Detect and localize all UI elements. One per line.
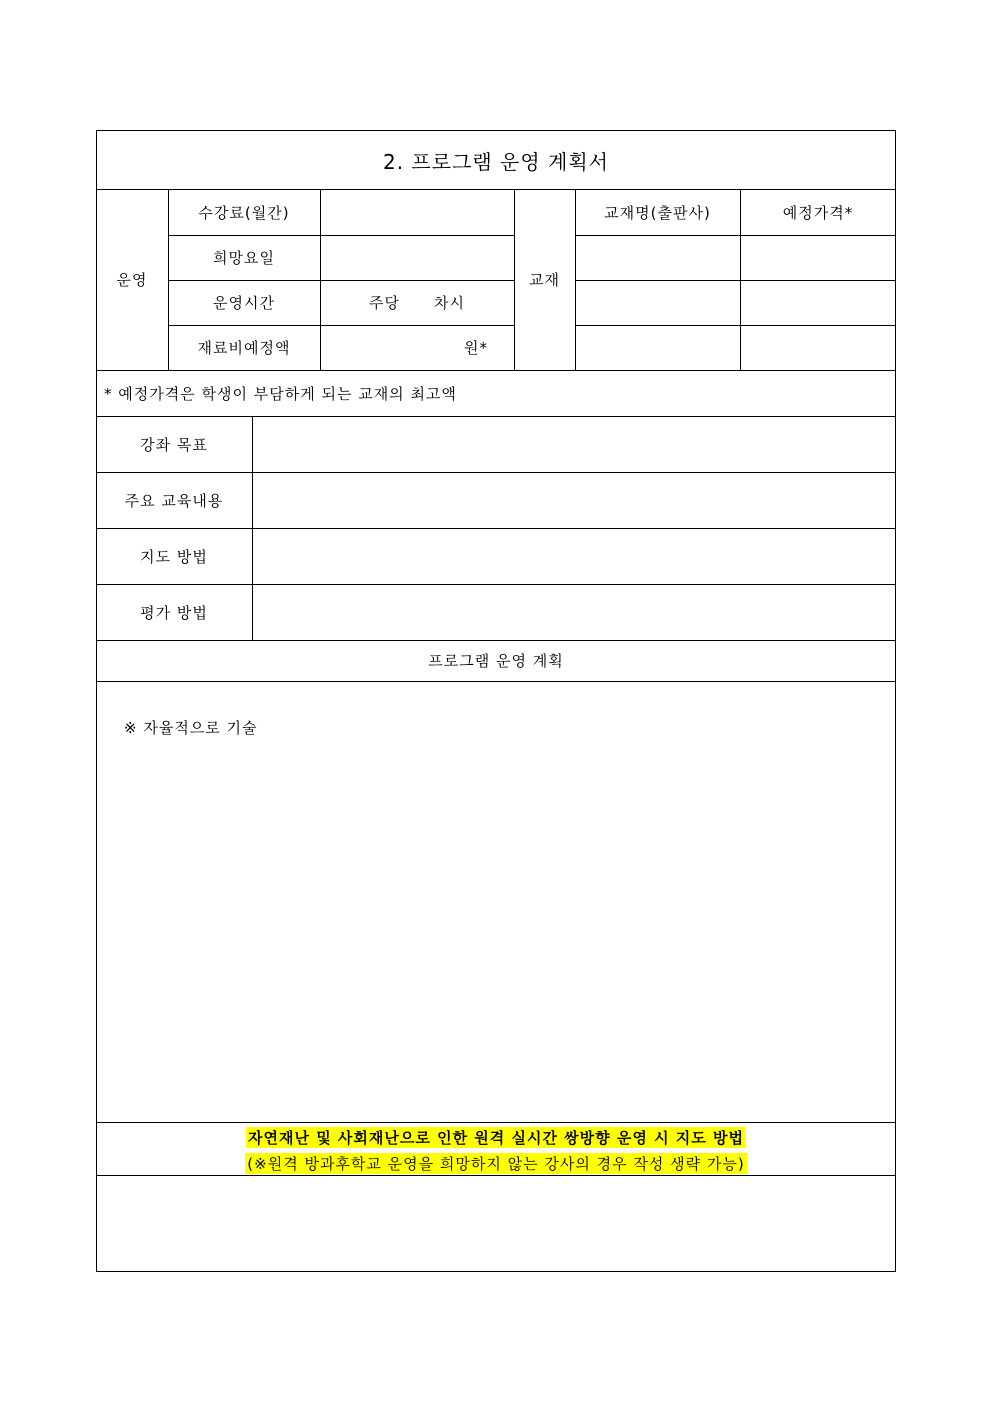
textbook-name-field[interactable]	[575, 280, 740, 325]
sessions-label: 차시	[434, 294, 465, 312]
tuition-field[interactable]	[320, 189, 514, 235]
program-plan-field[interactable]	[97, 682, 895, 1122]
operating-hours-field[interactable]	[320, 280, 514, 325]
program-plan-header: 프로그램 운영 계획	[428, 652, 564, 670]
evaluation-method-field[interactable]	[252, 584, 896, 640]
preferred-days-field[interactable]	[320, 235, 514, 280]
remote-title: 자연재난 및 사회재난으로 인한 원격 실시간 쌍방향 운영 시 지도 방법	[248, 1128, 744, 1147]
tuition-label: 수강료(월간)	[198, 203, 290, 222]
expected-price-field[interactable]	[740, 280, 896, 325]
textbook-group-label: 교재	[529, 271, 560, 289]
per-week-label: 주당	[369, 294, 400, 312]
remote-method-field[interactable]	[97, 1176, 895, 1271]
expected-price-field[interactable]	[740, 325, 896, 370]
form-title: 2. 프로그램 운영 계획서	[382, 149, 610, 174]
remote-title-row	[96, 1124, 896, 1150]
evaluation-method-label: 평가 방법	[140, 603, 208, 622]
remote-subtitle: (※원격 방과후학교 운영을 희망하지 않는 강사의 경우 작성 생략 가능)	[247, 1154, 745, 1173]
main-content-label: 주요 교육내용	[124, 491, 224, 510]
main-content-field[interactable]	[252, 472, 896, 528]
material-cost-label: 재료비예정액	[197, 339, 291, 357]
program-plan-note: ※ 자율적으로 기술	[124, 718, 258, 737]
remote-subtitle-row	[96, 1150, 896, 1176]
preferred-days-label: 희망요일	[213, 249, 275, 267]
textbook-name-field[interactable]	[575, 235, 740, 280]
expected-price-header: 예정가격*	[782, 203, 854, 222]
textbook-name-field[interactable]	[575, 325, 740, 370]
course-goal-label: 강좌 목표	[140, 435, 208, 454]
won-unit-label: 원*	[464, 339, 488, 357]
teaching-method-field[interactable]	[252, 528, 896, 584]
operating-hours-label: 운영시간	[213, 294, 275, 312]
expected-price-field[interactable]	[740, 235, 896, 280]
price-footnote: * 예정가격은 학생이 부담하게 되는 교재의 최고액	[104, 384, 457, 403]
textbook-name-header: 교재명(출판사)	[604, 203, 711, 222]
divider	[96, 1122, 896, 1123]
teaching-method-label: 지도 방법	[140, 547, 208, 566]
material-cost-field[interactable]	[320, 325, 488, 370]
course-goal-field[interactable]	[252, 416, 896, 472]
operation-group-label: 운영	[116, 271, 148, 289]
